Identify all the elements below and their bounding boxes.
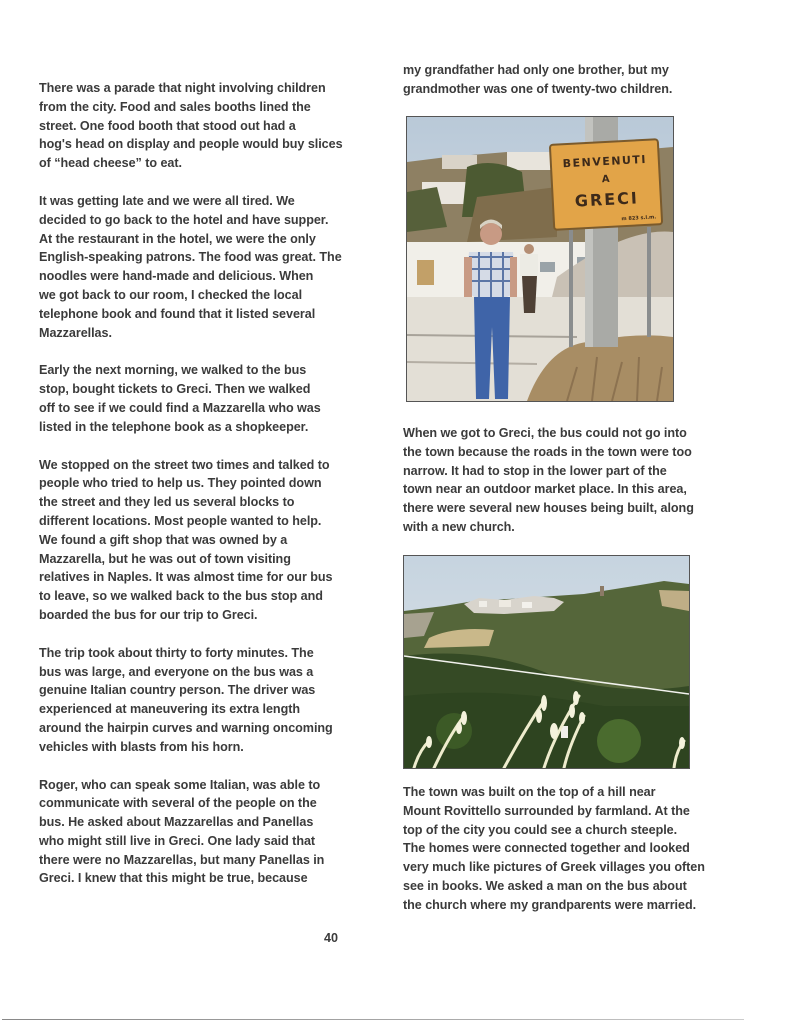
paragraph-town xyxy=(403,783,733,915)
text-line: When we got to Greci, the bus could not go into xyxy=(403,426,687,440)
scan-edge-line xyxy=(2,1019,744,1020)
text-line: We stopped on the street two times and talked to xyxy=(39,457,330,472)
text-line: Mazzarella, but he was out of town visiting xyxy=(39,551,291,566)
text-line: top of the city you could see a church steeple. xyxy=(403,822,678,837)
photo-hilltop-town-image xyxy=(404,556,689,768)
sign-text-a: A xyxy=(601,173,610,186)
left-column xyxy=(39,79,369,888)
text-line: At the restaurant in the hotel, we were the only xyxy=(39,231,316,246)
text-line: The homes were connected together and looked xyxy=(403,841,690,856)
text-line: Early the next morning, we walked to the bus xyxy=(39,363,307,378)
page-number: 40 xyxy=(324,931,339,945)
text-line: around the hairpin curves and warning oncoming xyxy=(39,720,333,735)
text-line: the church where my grandparents were married. xyxy=(403,897,697,912)
text-line: relatives in Naples. It was almost time for our bus xyxy=(39,570,333,585)
paragraph-trip xyxy=(39,644,369,757)
text-line: decided to go back to the hotel and have supper. xyxy=(39,212,329,227)
text-line: Greci. I knew that this might be true, because xyxy=(39,871,308,886)
text-line: very much like pictures of Greek villages you often xyxy=(403,860,705,875)
paragraph-roger xyxy=(39,776,369,889)
text-line: there were several new houses being built, along xyxy=(403,501,694,516)
text-line: bus. He asked about Mazzarellas and Panellas xyxy=(39,815,314,830)
paragraph-arrival xyxy=(403,424,733,537)
text-line: boarded the bus for our trip to Greci. xyxy=(39,607,258,622)
text-line: off to see if we could find a Mazzarella who was xyxy=(39,400,321,415)
text-line: narrow. It had to stop in the lower part of the xyxy=(403,463,667,478)
photo-greci-sign-image xyxy=(407,117,673,401)
text-line: English-speaking patrons. The food was great. The xyxy=(39,250,342,265)
text-line: with a new church. xyxy=(403,519,515,534)
text-line: different locations. Most people wanted to help. xyxy=(39,513,322,528)
text-line: There was a parade that night involving children xyxy=(39,81,326,95)
text-line: The town was built on the top of a hill near xyxy=(403,785,656,799)
text-line: Mount Rovittello surrounded by farmland. At the xyxy=(403,803,690,818)
text-line: town near an outdoor market place. In this area, xyxy=(403,482,687,497)
text-line: experienced at maneuvering its extra length xyxy=(39,702,301,717)
sign-text-altitude: m 823 s.l.m. xyxy=(621,214,657,223)
text-line: see in books. We asked a man on the bus about xyxy=(403,878,687,893)
text-line: of “head cheese” to eat. xyxy=(39,156,182,171)
text-line: vehicles with blasts from his horn. xyxy=(39,739,244,754)
paragraph-morning xyxy=(39,361,369,436)
photo-hilltop-town xyxy=(403,555,690,769)
text-line: the town because the roads in the town were too xyxy=(403,444,692,459)
text-line: It was getting late and we were all tired. We xyxy=(39,193,295,208)
right-column-intro xyxy=(403,61,733,99)
text-line: grandmother was one of twenty-two children. xyxy=(403,81,673,96)
text-line: my grandfather had only one brother, but my xyxy=(403,63,669,77)
text-line: Mazzarellas. xyxy=(39,325,112,340)
text-line: from the city. Food and sales booths lined the xyxy=(39,99,311,114)
text-line: hog's head on display and people would buy slices xyxy=(39,137,343,152)
photo-greci-sign xyxy=(406,116,674,402)
paragraph-hotel xyxy=(39,192,369,342)
text-line: the street and they led us several blocks to xyxy=(39,495,295,510)
paragraph-parade xyxy=(39,79,369,173)
sign-text-greci: GRECI xyxy=(574,188,640,211)
text-line: bus was large, and everyone on the bus was a xyxy=(39,664,314,679)
text-line: noodles were hand-made and delicious. When xyxy=(39,269,314,284)
text-line: there were no Mazzarellas, but many Panellas in xyxy=(39,852,325,867)
text-line: communicate with several of the people on the xyxy=(39,796,317,811)
text-line: who might still live in Greci. One lady said that xyxy=(39,833,316,848)
text-line: stop, bought tickets to Greci. Then we walked xyxy=(39,382,311,397)
text-line: genuine Italian country person. The driver was xyxy=(39,683,316,698)
text-line: to leave, so we walked back to the bus stop and xyxy=(39,589,323,604)
text-line: We found a gift shop that was owned by a xyxy=(39,532,288,547)
text-line: people who tried to help us. They pointed down xyxy=(39,476,322,491)
text-line: Roger, who can speak some Italian, was able to xyxy=(39,777,321,792)
text-line: listed in the telephone book as a shopkeeper. xyxy=(39,419,309,434)
sign-text-benvenuti: BENVENUTI xyxy=(562,152,648,171)
text-line: telephone book and found that it listed several xyxy=(39,306,316,321)
text-line: street. One food booth that stood out had a xyxy=(39,118,296,133)
paragraph-street xyxy=(39,456,369,625)
text-line: we got back to our room, I checked the local xyxy=(39,287,303,302)
text-line: The trip took about thirty to forty minutes. The xyxy=(39,645,314,660)
